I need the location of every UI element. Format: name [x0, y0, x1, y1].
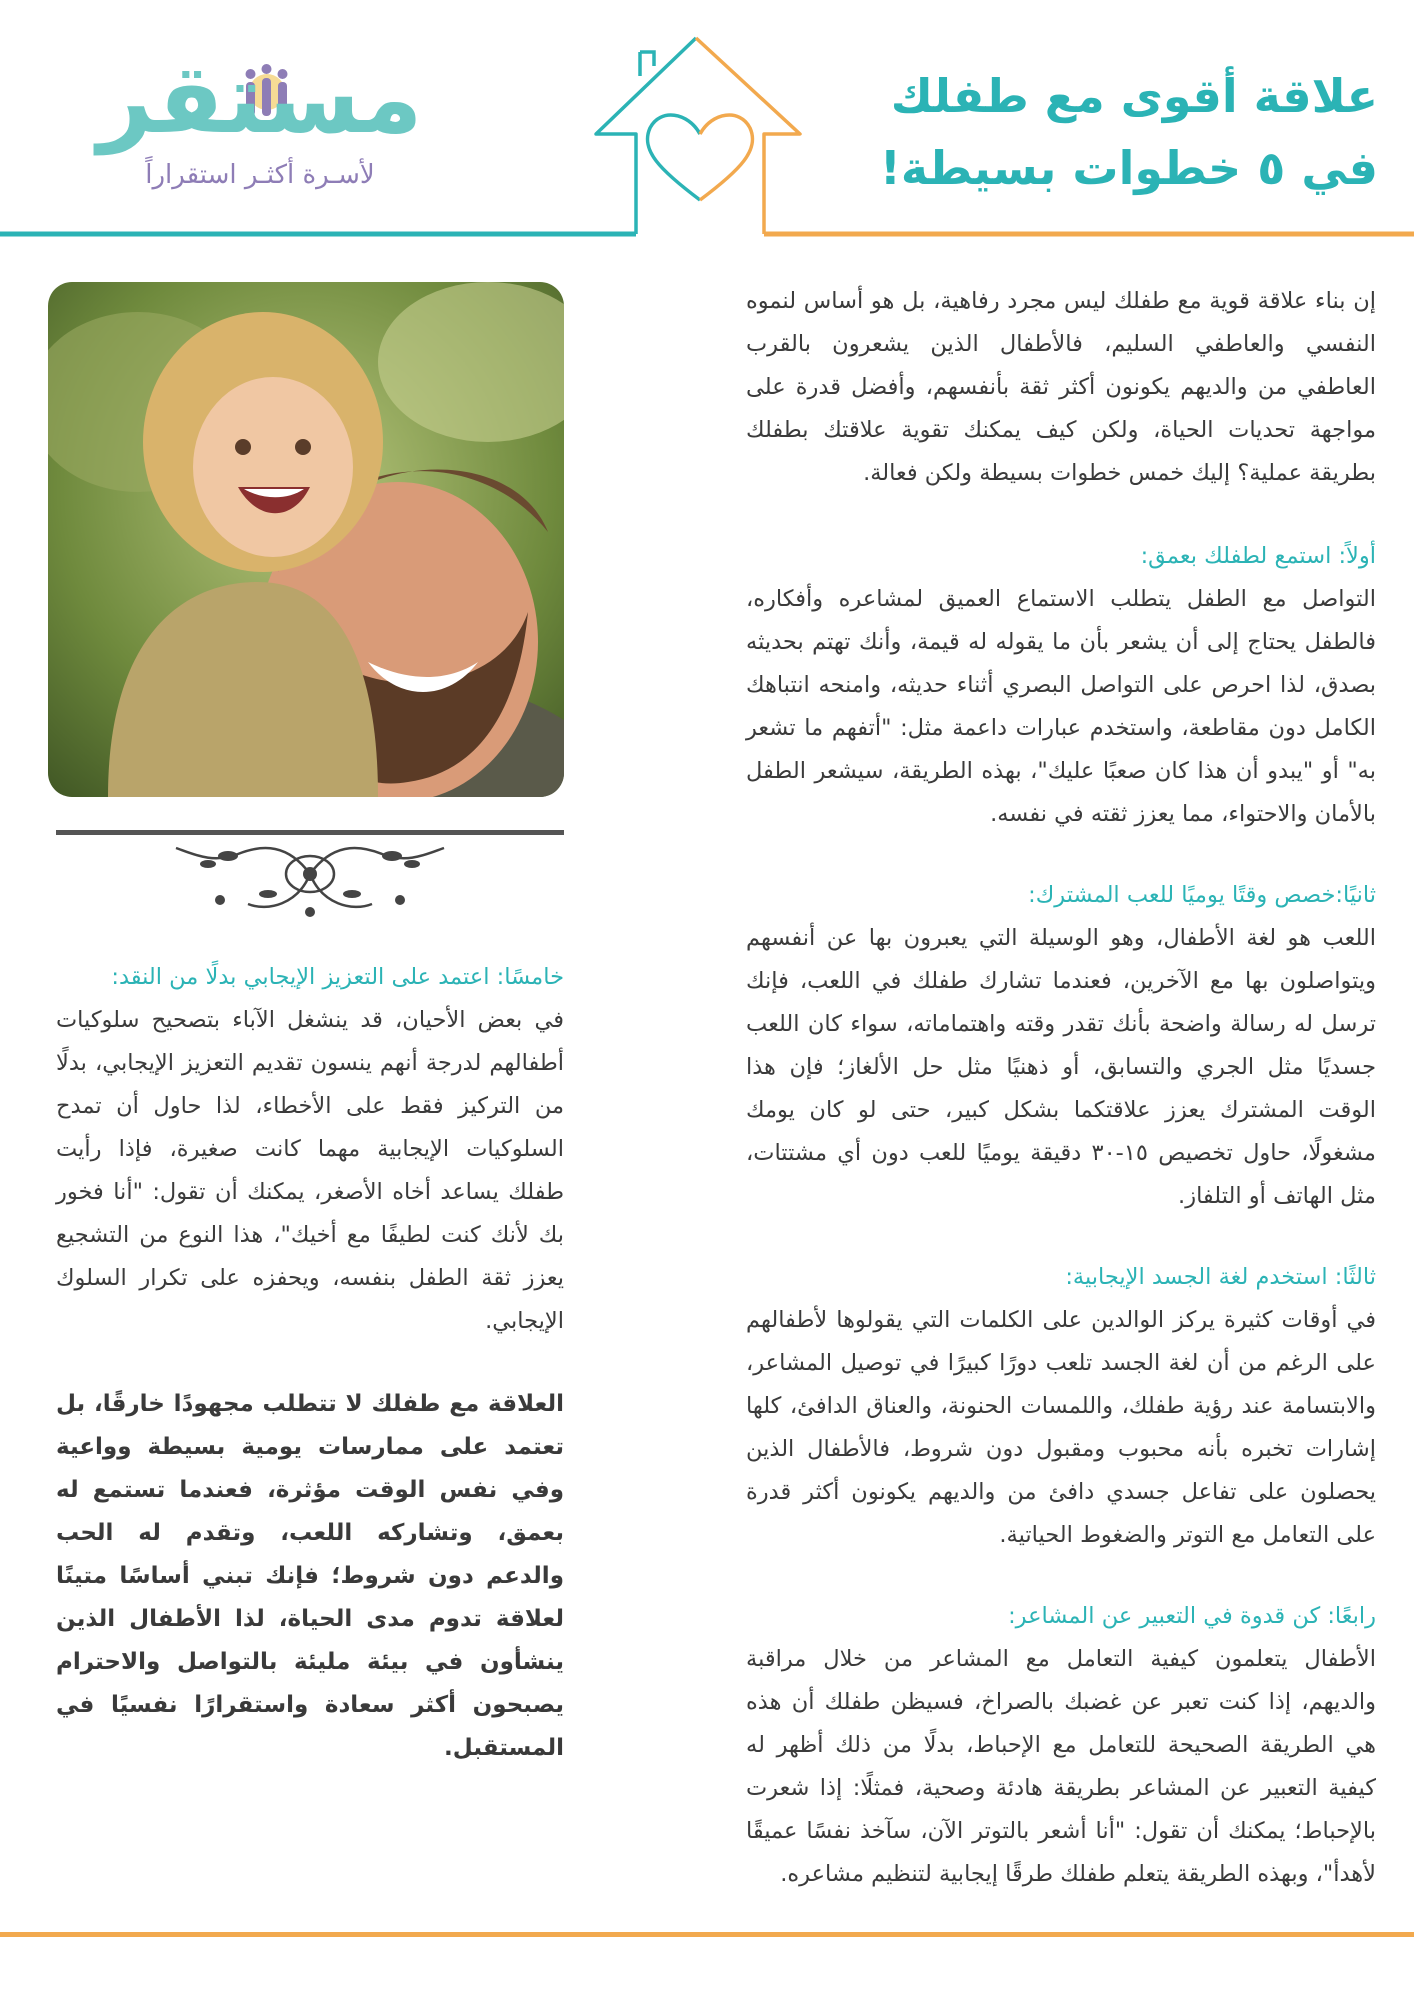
- step-2-body: اللعب هو لغة الأطفال، وهو الوسيلة التي يعبرون بها عن أنفسهم ويتواصلون بها مع الآخرين، فعندما تشارك طفلك في اللعب، فإنك ترسل له رسالة واضحة بأنك تقدر وقته واهتماماته، سواء كان اللعب جسديًا مثل الجري والتسابق، أو ذهنيًا مثل حل الألغاز؛ فإن هذا الوقت المشترك يعزز علاقتكما بشكل كبير، حتى لو كان يومك مشغولًا، حاول تخصيص ١٥-٣٠ دقيقة يوميًا للعب دون أي مشتتات، مثل الهاتف أو التلفاز.: [746, 925, 1376, 1209]
- floral-ornament-icon: [168, 834, 452, 922]
- step-2-heading: ثانيًا:خصص وقتًا يوميًا للعب المشترك:: [1028, 882, 1376, 908]
- logo: [90, 40, 430, 215]
- step-5-heading: خامسًا: اعتمد على التعزيز الإيجابي بدلًا من النقد:: [111, 964, 564, 990]
- page-title: [858, 60, 1378, 204]
- intro-paragraph: إن بناء علاقة قوية مع طفلك ليس مجرد رفاهية، بل هو أساس لنموه النفسي والعاطفي السليم، فالأطفال الذين يشعرون بالقرب العاطفي من والديهم يكونون أكثر ثقة بأنفسهم، وأفضل قدرة على مواجهة تحديات الحياة، ولكن كيف يمكنك تقوية علاقتك بطفلك بطريقة عملية؟ إليك خمس خطوات بسيطة ولكن فعالة.: [746, 288, 1376, 486]
- left-column: [56, 956, 564, 1770]
- title-line-1: علاقة أقوى مع طفلك: [890, 69, 1378, 123]
- title-line-2: في ٥ خطوات بسيطة!: [879, 141, 1378, 195]
- step-1-heading: أولاً: استمع لطفلك بعمق:: [1140, 543, 1376, 569]
- logo-tagline: لأسـرة أكثـر استقراراً: [145, 160, 375, 190]
- step-4-body: الأطفال يتعلمون كيفية التعامل مع المشاعر من خلال مراقبة والديهم، إذا كنت تعبر عن غضبك بالصراخ، فسيظن طفلك أن هذه هي الطريقة الصحيحة للتعامل مع الإحباط، بدلًا من ذلك أظهر له كيفية التعبير عن المشاعر بطريقة هادئة وصحية، فمثلًا: إذا شعرت بالإحباط؛ يمكنك أن تقول: "أنا أشعر بالتوتر الآن، سآخذ نفسًا عميقًا لأهدأ"، وبهذه الطريقة يتعلم طفلك طرقًا إيجابية لتنظيم مشاعره.: [746, 1646, 1376, 1887]
- step-1-body: التواصل مع الطفل يتطلب الاستماع العميق لمشاعره وأفكاره، فالطفل يحتاج إلى أن يشعر بأن ما يقوله له قيمة، وأنك تهتم بحديثه بصدق، لذا احرص على التواصل البصري أثناء حديثه، وامنحه انتباهك الكامل دون مقاطعة، واستخدم عبارات داعمة مثل: "أتفهم ما تشعر به" أو "يبدو أن هذا كان صعبًا عليك"، بهذه الطريقة، سيشعر الطفل بالأمان والاحتواء، مما يعزز ثقته في نفسه.: [746, 586, 1376, 827]
- step-4-heading: رابعًا: كن قدوة في التعبير عن المشاعر:: [1008, 1603, 1376, 1629]
- right-column: [746, 280, 1376, 1896]
- father-child-photo: [48, 282, 564, 797]
- conclusion-paragraph: العلاقة مع طفلك لا تتطلب مجهودًا خارقًا، بل تعتمد على ممارسات يومية بسيطة وواعية وفي نفس الوقت مؤثرة، فعندما تستمع له بعمق، وتشاركه اللعب، وتقدم له الحب والدعم دون شروط؛ فإنك تبني أساسًا متينًا لعلاقة تدوم مدى الحياة، لذا الأطفال الذين ينشأون في بيئة مليئة بالتواصل والاحترام يصبحون أكثر سعادة واستقرارًا نفسيًا في المستقبل.: [56, 1391, 564, 1761]
- step-3-heading: ثالثًا: استخدم لغة الجسد الإيجابية:: [1065, 1264, 1376, 1290]
- house-heart-icon: [596, 38, 800, 234]
- logo-wordmark: مستقر: [97, 43, 423, 155]
- step-3-body: في أوقات كثيرة يركز الوالدين على الكلمات التي يقولوها لأطفالهم على الرغم من أن لغة الجسد تلعب دورًا كبيرًا في توصيل المشاعر، والابتسامة عند رؤية طفلك، واللمسات الحنونة، والعناق الدافئ، كلها إشارات تخبره بأنه محبوب ومقبول دون شروط، فالأطفال الذين يحصلون على تفاعل جسدي دافئ من والديهم يكونون أكثر قدرة على التعامل مع التوتر والضغوط الحياتية.: [746, 1307, 1376, 1548]
- step-5-body: في بعض الأحيان، قد ينشغل الآباء بتصحيح سلوكيات أطفالهم لدرجة أنهم ينسون تقديم التعزيز الإيجابي، بدلًا من التركيز فقط على الأخطاء، لذا حاول أن تمدح السلوكيات الإيجابية مهما كانت صغيرة، فإذا رأيت طفلك يساعد أخاه الأصغر، يمكنك أن تقول: "أنا فخور بك لأنك كنت لطيفًا مع أخيك"، هذا النوع من التشجيع يعزز ثقة الطفل بنفسه، ويحفزه على تكرار السلوك الإيجابي.: [56, 1007, 564, 1334]
- footer-line: [0, 1932, 1414, 1937]
